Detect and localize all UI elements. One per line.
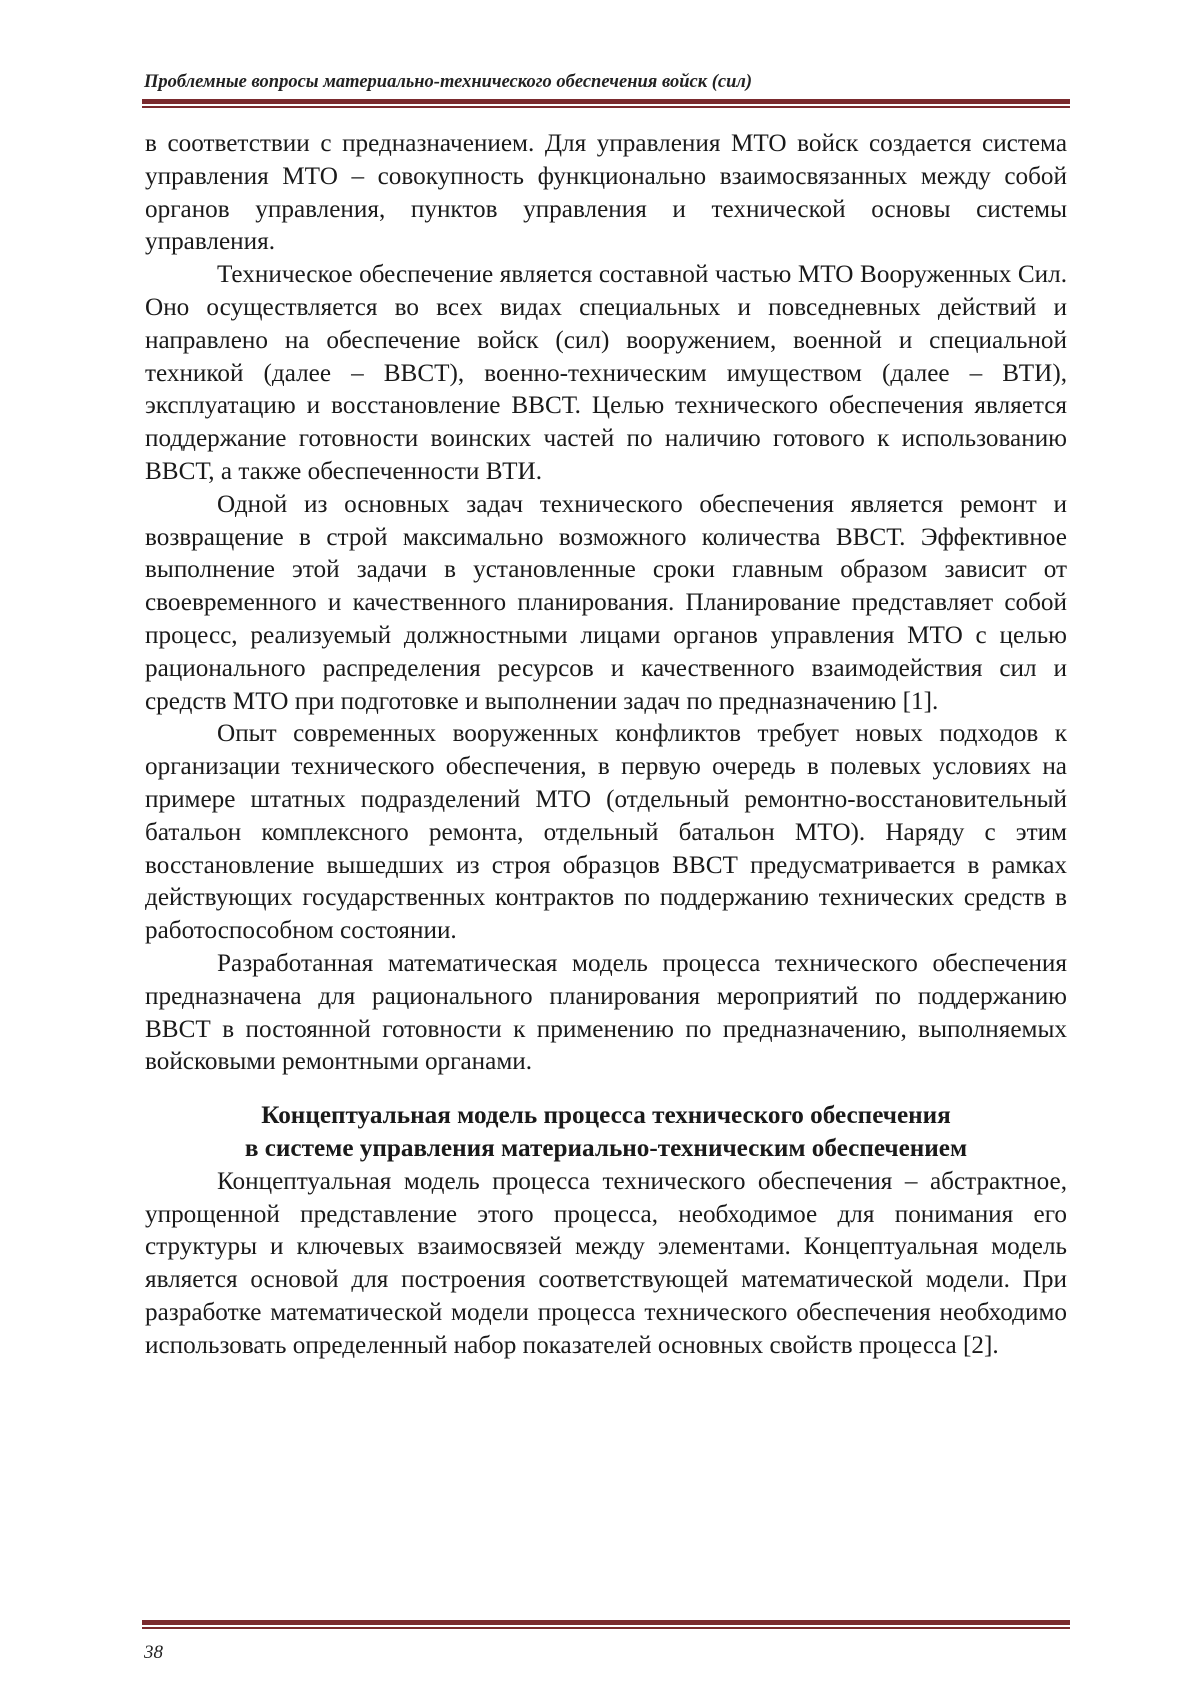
header-rule-thick: [142, 99, 1070, 104]
paragraph-main-tasks: Одной из основных задач технического обеспечения является ремонт и возвращение в строй максимально возможного количества ВВСТ. Эффективное выполнение этой задачи в установленные сроки главным образом зависит от своевременного и качественного планирования. Планирование представляет собой процесс, реализуемый должностными лицами органов управления МТО с целью рационального распределения ресурсов и качественного взаимодействия сил и средств МТО при подготовке и выполнении задач по предназначению [1].: [145, 490, 1067, 715]
paragraph-conceptual-model: Концептуальная модель процесса технического обеспечения – абстрактное, упрощенной представление этого процесса, необходимое для понимания его структуры и ключевых взаимосвязей между элементами. Концептуальная модель является основой для построения соответствующей математической модели. При разработке математической модели процесса технического обеспечения необходимо использовать определенный набор показателей основных свойств процесса [2].: [145, 1167, 1067, 1359]
section-heading-line-1: Концептуальная модель процесса технического обеспечения: [261, 1102, 951, 1130]
page-body: [145, 128, 1067, 1362]
footer-rule: [142, 1620, 1070, 1629]
paragraph-modern-conflicts: Опыт современных вооруженных конфликтов требует новых подходов к организации технического обеспечения, в первую очередь в полевых условиях на примере штатных подразделений МТО (отдельный ремонтно-восстановительный батальон комплексного ремонта, отдельный батальон МТО). Наряду с этим восстановление вышедших из строя образцов ВВСТ предусматривается в рамках действующих государственных контрактов по поддержанию технических средств в работоспособном состоянии.: [145, 720, 1067, 945]
page-number: 38: [144, 1642, 163, 1663]
footer-rule-thick: [142, 1620, 1070, 1625]
header-rule-thin: [142, 106, 1070, 108]
section-heading: [145, 1100, 1067, 1166]
paragraph-math-model: Разработанная математическая модель процесса технического обеспечения предназначена для рационального планирования мероприятий по поддержанию ВВСТ в постоянной готовности к применению по предназначению, выполняемых войсковыми ремонтными органами.: [145, 949, 1067, 1076]
header-rule: [142, 99, 1070, 108]
paragraph-continuation: в соответствии с предназначением. Для управления МТО войск создается система управления МТО – совокупность функционально взаимосвязанных между собой органов управления, пунктов управления и технической основы системы управления.: [145, 130, 1067, 256]
footer-rule-thin: [142, 1627, 1070, 1629]
running-header: Проблемные вопросы материально-технического обеспечения войск (сил): [144, 72, 753, 92]
section-heading-line-2: в системе управления материально-техническим обеспечением: [244, 1134, 968, 1162]
paragraph-technical-support: Техническое обеспечение является составной частью МТО Вооруженных Сил. Оно осуществляется во всех видах специальных и повседневных действий и направлено на обеспечение войск (сил) вооружением, военной и специальной техникой (далее – ВВСТ), военно-техническим имуществом (далее – ВТИ), эксплуатацию и восстановление ВВСТ. Целью технического обеспечения является поддержание готовности воинских частей по наличию готового к использованию ВВСТ, а также обеспеченности ВТИ.: [145, 261, 1067, 485]
